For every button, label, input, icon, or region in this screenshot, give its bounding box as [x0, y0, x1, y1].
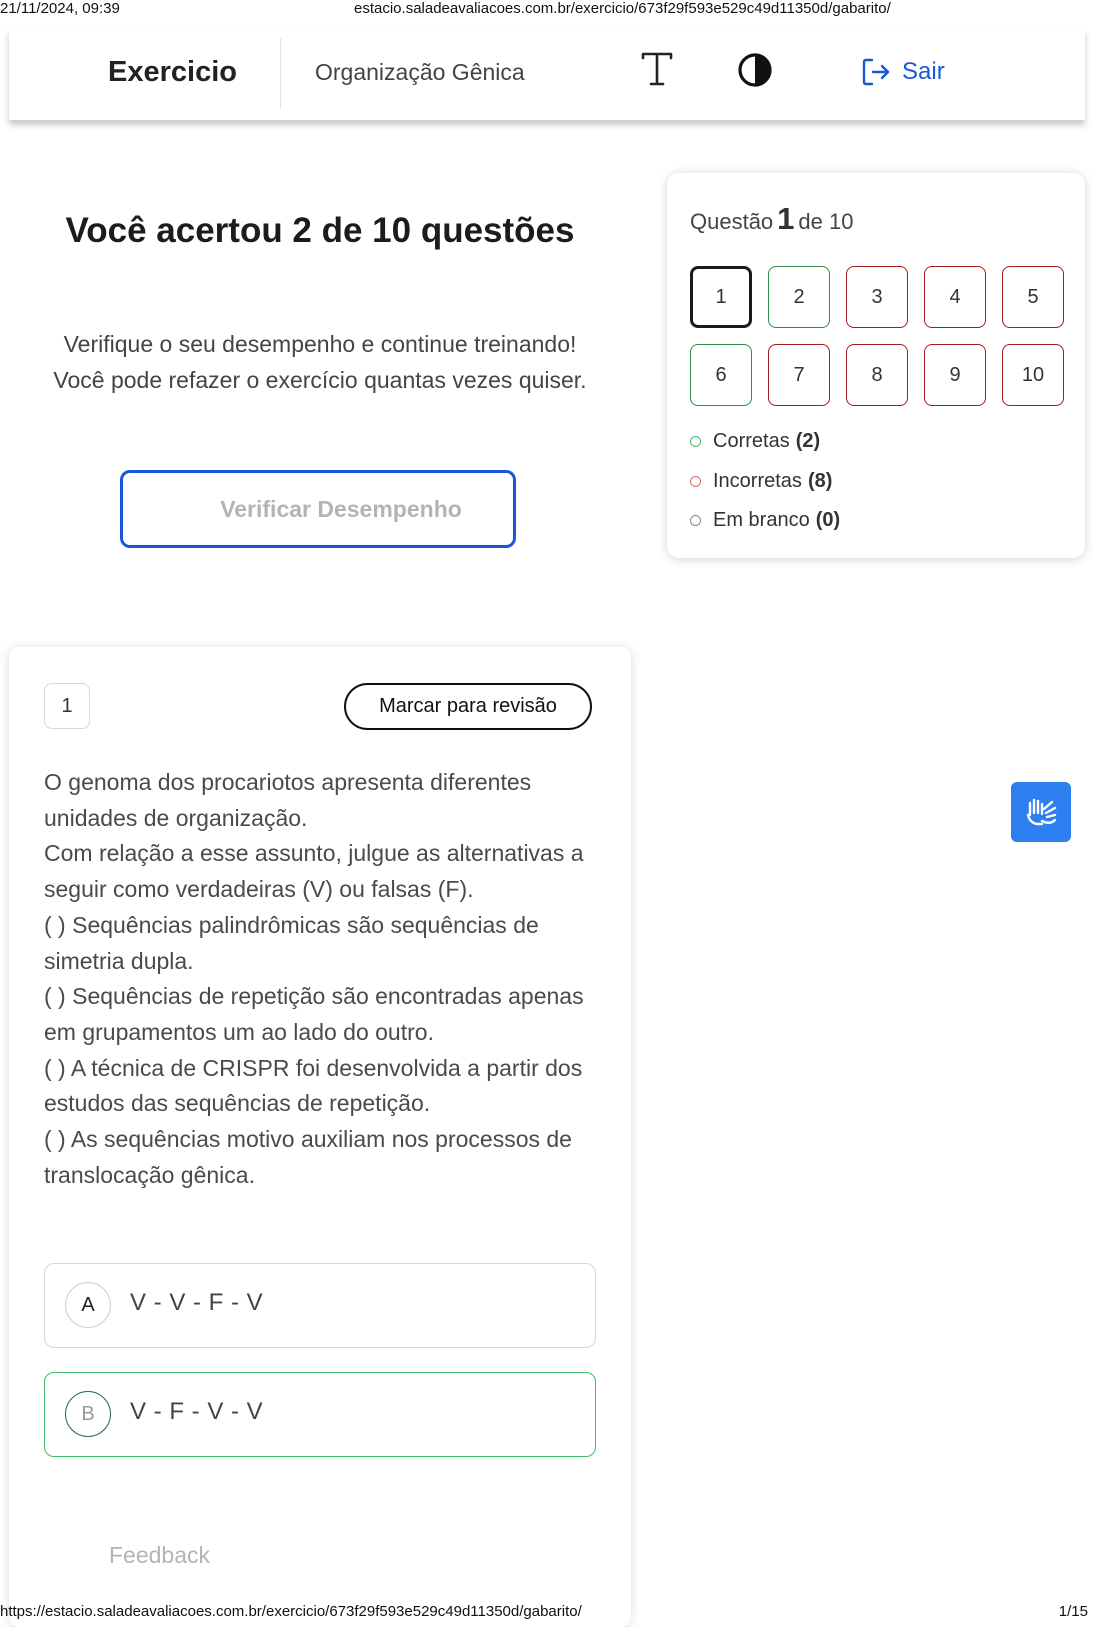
- navigator-title-prefix: Questão: [690, 209, 774, 234]
- logout-button[interactable]: [860, 54, 945, 90]
- navigator-current-number: 1: [777, 201, 795, 236]
- navigator-title: [690, 201, 853, 237]
- mark-for-review-button[interactable]: [344, 683, 592, 730]
- option-b-text: V - F - V - V: [130, 1398, 264, 1425]
- sign-language-button[interactable]: [1011, 782, 1071, 842]
- sign-language-icon: [1022, 793, 1060, 831]
- legend-incorrect-label: Incorretas: [713, 470, 802, 492]
- question-button-5[interactable]: 5: [1002, 266, 1064, 328]
- option-a-text: V - V - F - V: [130, 1289, 264, 1316]
- question-number: 1: [44, 683, 90, 729]
- verify-performance-button[interactable]: [120, 470, 516, 548]
- question-statement: [44, 765, 600, 1193]
- statement-line: ( ) As sequências motivo auxiliam nos processos de translocação gênica.: [44, 1126, 572, 1188]
- legend-incorrect-count: (8): [807, 470, 833, 492]
- print-header: [0, 0, 1094, 18]
- incorrect-dot-icon: [690, 476, 701, 487]
- print-datetime: 21/11/2024, 09:39: [0, 0, 120, 17]
- logout-label: Sair: [902, 58, 945, 85]
- mark-for-review-label: Marcar para revisão: [379, 695, 557, 717]
- logout-icon: [860, 56, 892, 88]
- statement-line: O genoma dos procariotos apresenta diferentes unidades de organização.: [44, 769, 532, 831]
- result-title: Você acertou 2 de 10 questões: [65, 211, 575, 250]
- question-button-8[interactable]: 8: [846, 344, 908, 406]
- statement-line: ( ) Sequências palindrômicas são sequências de simetria dupla.: [44, 911, 539, 974]
- statement-line: ( ) A técnica de CRISPR foi desenvolvida a partir dos estudos das sequências de repetição.: [44, 1054, 583, 1117]
- verify-performance-label: Verificar Desempenho: [220, 495, 462, 522]
- brand-title: Exercicio: [108, 56, 237, 88]
- option-a[interactable]: [44, 1263, 596, 1348]
- print-footer: [0, 1603, 1094, 1621]
- print-page-number: 1/15: [1058, 1603, 1088, 1620]
- question-button-7[interactable]: 7: [768, 344, 830, 406]
- question-button-3[interactable]: 3: [846, 266, 908, 328]
- header-divider: [280, 38, 281, 108]
- question-button-4[interactable]: 4: [924, 266, 986, 328]
- statement-line: ( ) Sequências de repetição são encontradas apenas em grupamentos um ao lado do outro.: [44, 983, 584, 1045]
- navigator-title-suffix: de 10: [798, 209, 854, 234]
- question-button-1[interactable]: 1: [690, 266, 752, 328]
- correct-dot-icon: [690, 436, 701, 447]
- blank-dot-icon: [690, 515, 701, 526]
- contrast-button[interactable]: [735, 50, 775, 90]
- font-size-icon: [639, 50, 675, 90]
- question-card: [9, 647, 631, 1627]
- contrast-icon: [735, 50, 775, 90]
- subject-title: Organização Gênica: [315, 59, 525, 85]
- legend-blank-label: Em branco: [713, 509, 810, 531]
- legend-correct: [690, 430, 820, 453]
- question-button-2[interactable]: 2: [768, 266, 830, 328]
- legend-correct-label: Corretas: [713, 430, 790, 452]
- option-b-letter: B: [65, 1391, 111, 1437]
- top-navigation-bar: [9, 28, 1085, 120]
- question-navigator: [667, 173, 1085, 558]
- legend-incorrect: [690, 470, 832, 493]
- font-size-button[interactable]: [639, 50, 675, 90]
- print-url: estacio.saladeavaliacoes.com.br/exercicio/673f29f593e529c49d11350d/gabarito/: [354, 0, 891, 17]
- question-button-6[interactable]: 6: [690, 344, 752, 406]
- result-subtitle: Verifique o seu desempenho e continue treinando! Você pode refazer o exercício quantas vezes quiser.: [53, 331, 587, 393]
- legend-blank: [690, 509, 840, 532]
- option-a-letter: A: [65, 1282, 111, 1328]
- option-b[interactable]: [44, 1372, 596, 1457]
- print-footer-url: https://estacio.saladeavaliacoes.com.br/exercicio/673f29f593e529c49d11350d/gabarito/: [0, 1603, 582, 1620]
- statement-line: Com relação a esse assunto, julgue as alternativas a seguir como verdadeiras (V) ou falsas (F).: [44, 840, 584, 903]
- legend-correct-count: (2): [795, 430, 821, 452]
- question-button-9[interactable]: 9: [924, 344, 986, 406]
- legend-blank-count: (0): [815, 509, 841, 531]
- feedback-label: Feedback: [109, 1542, 211, 1568]
- question-button-10[interactable]: 10: [1002, 344, 1064, 406]
